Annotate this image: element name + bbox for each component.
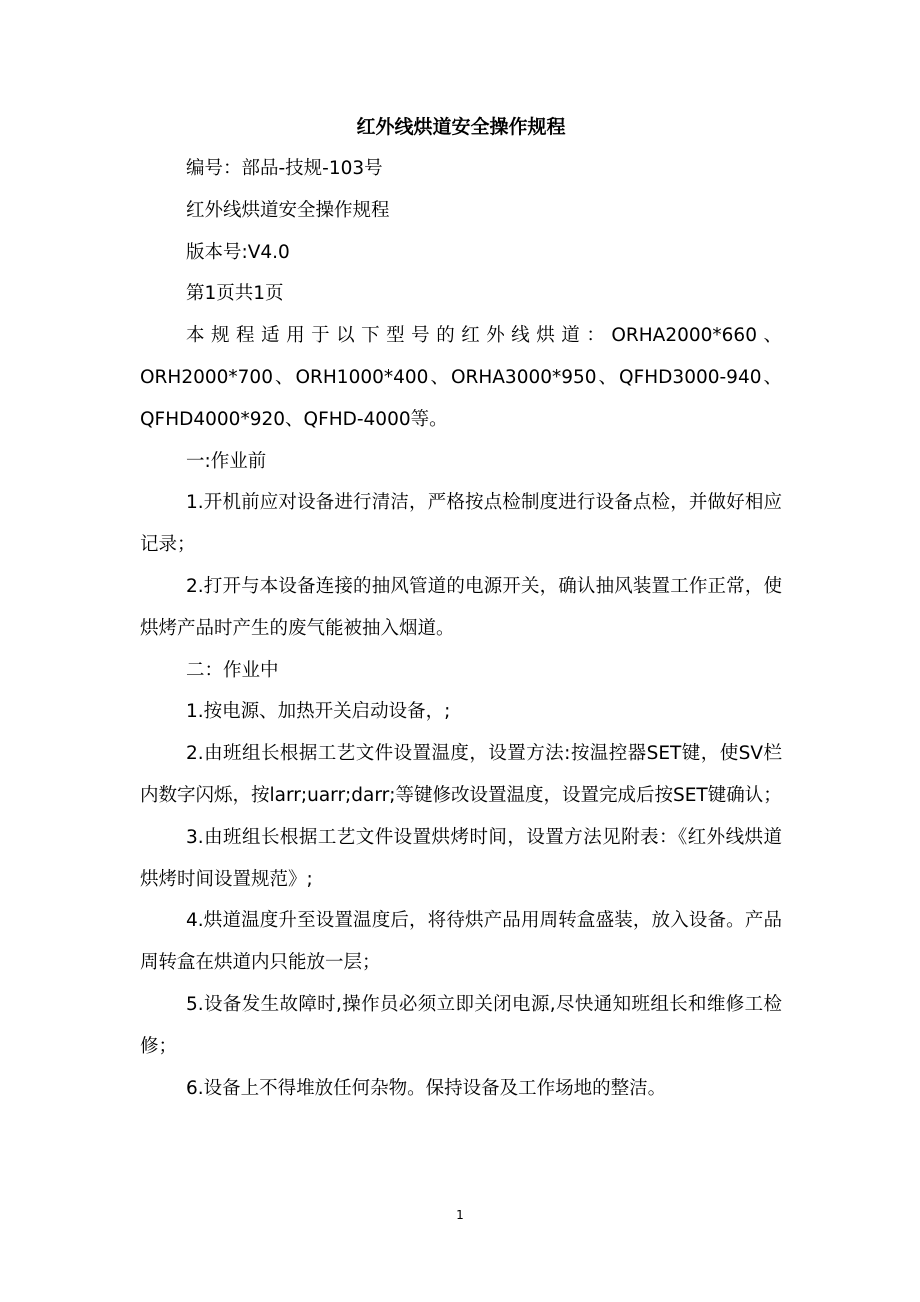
- paragraph: 2.由班组长根据工艺文件设置温度，设置方法:按温控器SET键，使SV栏内数字闪烁，按larr;uarr;darr;等键修改设置温度，设置完成后按SET键确认；: [140, 743, 782, 806]
- paragraph: 1.按电源、加热开关启动设备，;: [186, 701, 451, 723]
- version: 版本号:V4.0: [186, 241, 290, 263]
- document-page: [140, 106, 782, 1109]
- section-heading-during: 二：作业中: [186, 659, 279, 681]
- page-number: 1: [456, 1208, 464, 1222]
- doc-number: 编号：部品-技规-103号: [186, 158, 383, 179]
- paragraph: 3.由班组长根据工艺文件设置烘烤时间，设置方法见附表：《红外线烘道烘烤时间设置规范》;: [140, 826, 782, 890]
- page-count: 第1页共1页: [186, 283, 284, 305]
- section-heading-before: 一:作业前: [186, 450, 267, 472]
- document-title: 红外线烘道安全操作规程: [356, 116, 566, 138]
- paragraph: 1.开机前应对设备进行清洁，严格按点检制度进行设备点检，并做好相应记录；: [140, 492, 782, 556]
- paragraph: 6.设备上不得堆放任何杂物。保持设备及工作场地的整洁。: [186, 1077, 667, 1099]
- scope-paragraph: 本规程适用于以下型号的红外线烘道：ORHA2000*660、ORH2000*700、ORH1000*400、ORHA3000*950、QFHD3000-940、QFHD4000*920、QFHD-4000等。: [140, 325, 782, 430]
- paragraph: 4.烘道温度升至设置温度后，将待烘产品用周转盒盛装，放入设备。产品周转盒在烘道内只能放一层；: [140, 910, 782, 974]
- paragraph: 2.打开与本设备连接的抽风管道的电源开关，确认抽风装置工作正常，使烘烤产品时产生的废气能被抽入烟道。: [140, 575, 782, 639]
- doc-subtitle: 红外线烘道安全操作规程: [186, 199, 390, 221]
- paragraph: 5.设备发生故障时,操作员必须立即关闭电源,尽快通知班组长和维修工检修；: [140, 993, 782, 1057]
